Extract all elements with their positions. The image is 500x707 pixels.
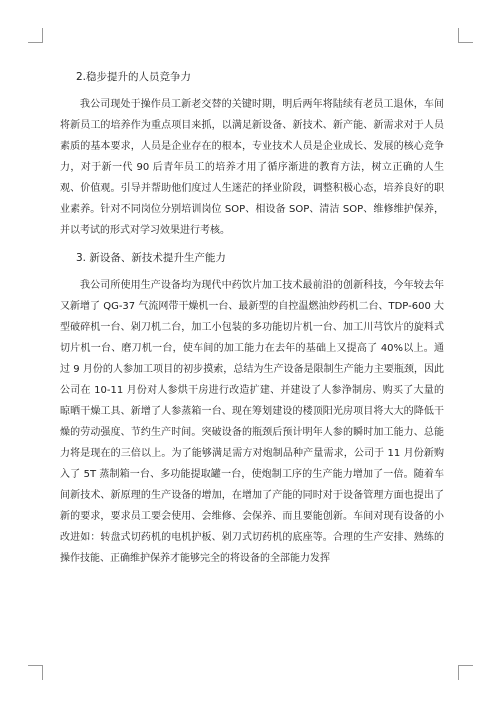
section-paragraph-personnel: 我公司现处于操作员工新老交替的关键时期，明后两年将陆续有老员工退休，车间将新员工的培养作为重点项目来抓，以满足新设备、新技术、新产能、新需求对于人员素质的基本要求，人员是企业存在的根本，专业技术人员是企业成长、发展的核心竞争力，对于新一代 90 后青年员工的培养才用了循序渐进的教育方法，树立正确的人生观、价值观。引导并帮助他们度过人生迷茫的择业阶段，调整积极心态，培养良好的职业素养。针对不同岗位分别培训岗位 SOP、相设备 SOP、清洁 SOP、维修维护保养，并以考试的形式对学习效果进行考核。 — [60, 99, 444, 236]
crop-mark-bottom-right — [458, 665, 473, 680]
section-heading-equipment: 3. 新设备、新技术提升生产能力 — [76, 252, 226, 264]
crop-mark-bottom-left — [28, 665, 43, 680]
section-heading-personnel: 2.稳步提升的人员竞争力 — [76, 71, 192, 83]
section-paragraph-equipment: 我公司所使用生产设备均为现代中药饮片加工技术最前沿的创新科技，今年较去年又新增了 QG-37 气流网带干燥机一台、最新型的自控温燃油炒药机二台、TDP-600 大型破碎机一台、剁刀机二台，加工小包装的多功能切片机一台、加工川芎饮片的旋料式切片机一台、磨刀机一台，使车间的加工能力在去年的基础上又提高了 40%以上。通过 9 月份的人参加工项目的初步摸索，总结为生产设备是限制生产能力主要瓶颈，因此公司在 10-11 月份对人参烘干房进行改造扩建、并建设了人参浄制房、购买了大量的晾晒干燥工具、新增了人参蒸箱一台、现在筹划建设的楼顶阳光房项目将大大的降低干燥的劳动强度、节约生产时间。突破设备的瓶颈后预计明年人参的瞬时加工能力、总能力将是现在的三倍以上。为了能够满足需方对炮制品种产量需求，公司于 11 月份新购入了 5T 蒸制箱一台、多功能提取罐一台，使炮制工序的生产能力增加了一倍。随着车间新技术、新原理的生产设备的增加，在增加了产能的同时对于设备管理方面也提出了新的要求，要求员工要会使用、会维修、会保养、而且要能创新。车间对现有设备的小改进如：转盘式切药机的电机护板、剁刀式切药机的底座等。合理的生产安排、熟练的操作技能、正确维护保养才能够完全的将设备的全部能力发挥 — [60, 280, 444, 564]
crop-mark-top-left — [28, 28, 43, 43]
document-body — [60, 70, 444, 579]
crop-mark-top-right — [458, 28, 473, 43]
